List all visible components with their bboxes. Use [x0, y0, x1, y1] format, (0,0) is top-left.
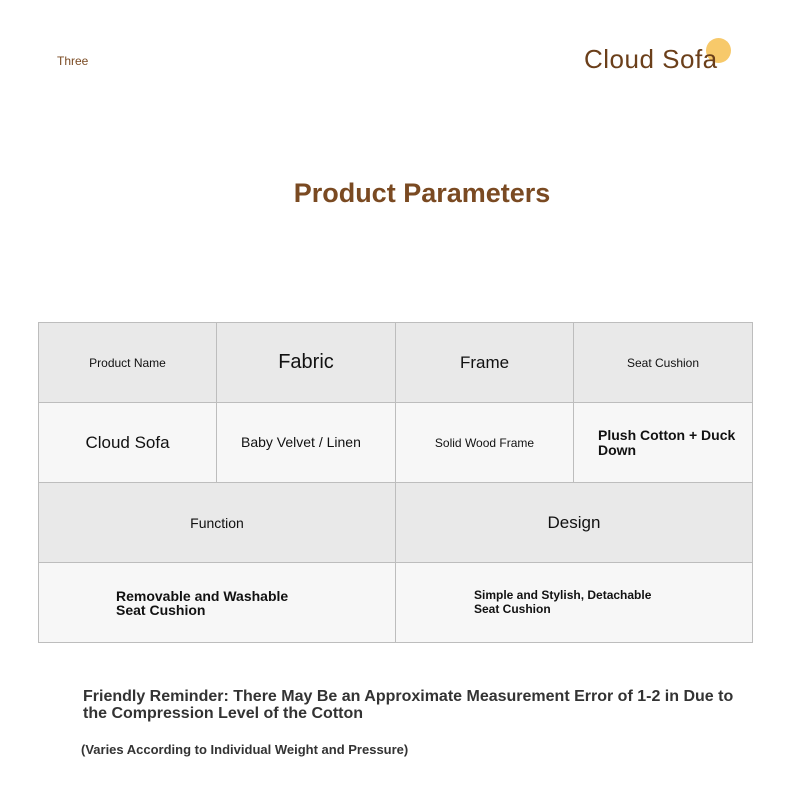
brand-logo [584, 40, 734, 80]
parameters-table [38, 322, 753, 643]
friendly-reminder: Friendly Reminder: There May Be an Approximate Measurement Error of 1-2 in Due to the Compression Level of the Cotton [83, 688, 734, 723]
table-row [39, 483, 753, 563]
table-row [39, 563, 753, 643]
cell-design [396, 563, 753, 643]
page-label: Three [57, 54, 89, 68]
cell-function [39, 563, 396, 643]
function-text: Removable and Washable Seat Cushion [116, 587, 289, 618]
header-cell-fabric: Fabric [217, 323, 396, 403]
header-cell-design: Design [396, 483, 753, 563]
header-cell-function: Function [39, 483, 396, 563]
brand-name: Cloud Sofa [584, 44, 718, 74]
reminder-note: (Varies According to Individual Weight and Pressure) [81, 742, 409, 757]
design-text: Simple and Stylish, Detachable Seat Cushion [474, 587, 652, 616]
table-row [39, 323, 753, 403]
cell-seat-cushion: Plush Cotton + Duck Down [574, 403, 753, 483]
cell-product-name: Cloud Sofa [39, 403, 217, 483]
cell-fabric: Baby Velvet / Linen [217, 403, 396, 483]
page-title: Product Parameters [293, 178, 551, 208]
header-cell-seat-cushion: Seat Cushion [574, 323, 753, 403]
cell-frame: Solid Wood Frame [396, 403, 574, 483]
table-row [39, 403, 753, 483]
header-cell-frame: Frame [396, 323, 574, 403]
header-cell-product-name: Product Name [39, 323, 217, 403]
